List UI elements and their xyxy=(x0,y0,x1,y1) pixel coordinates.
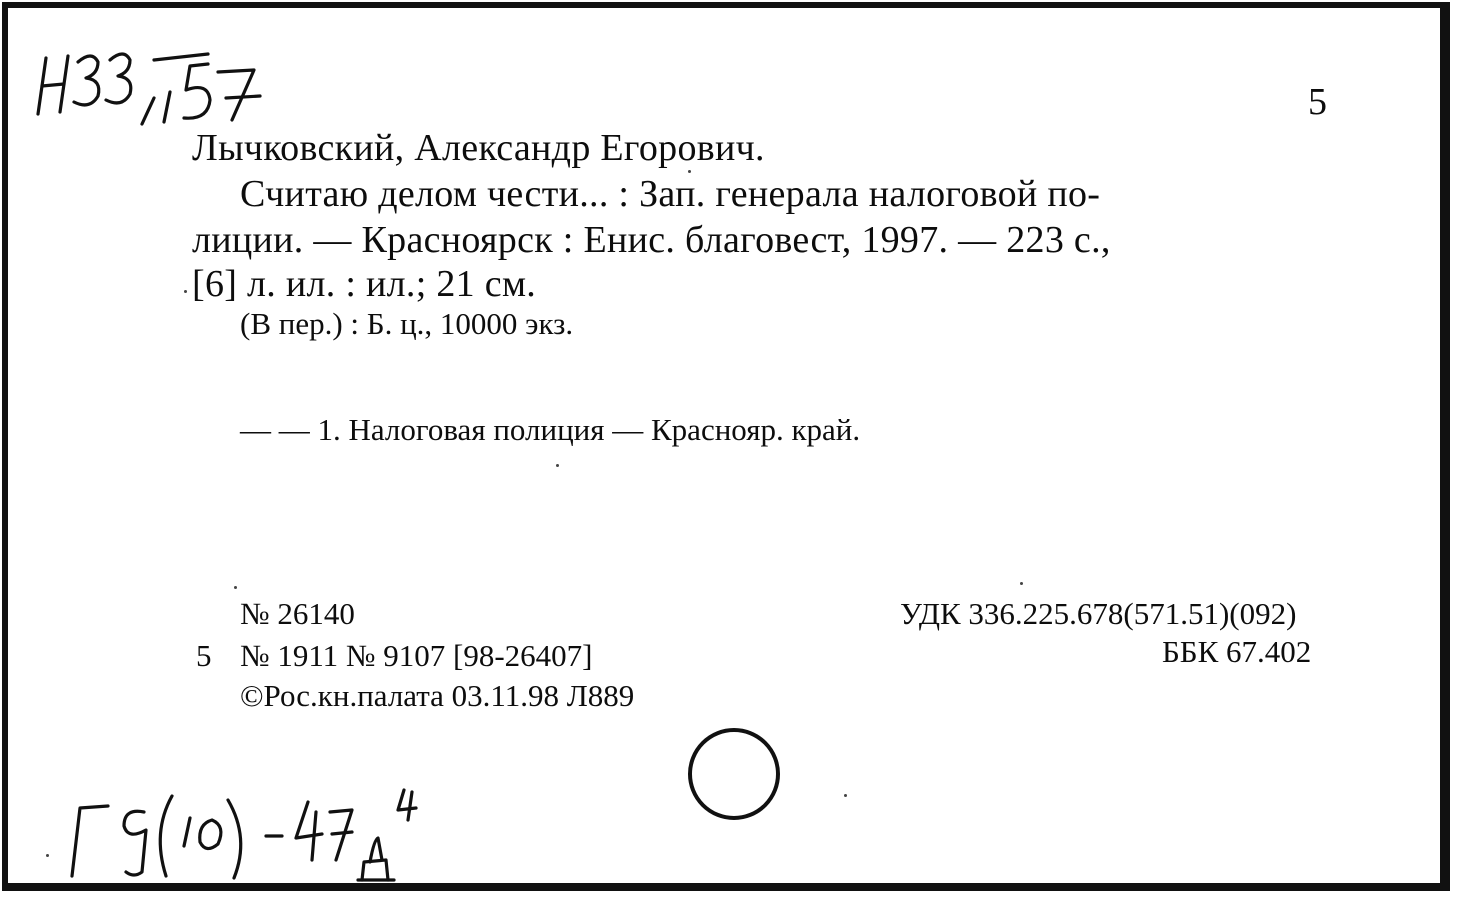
card-hole xyxy=(688,728,780,820)
catalog-card xyxy=(2,2,1450,891)
copies-prefix: 5 xyxy=(196,638,212,673)
copyright-line: ©Рос.кн.палата 03.11.98 Л889 xyxy=(240,678,635,713)
description-line-2: лиции. — Красноярск : Енис. благовест, 1997. — 223 с., xyxy=(192,219,1111,261)
price-line: (В пер.) : Б. ц., 10000 экз. xyxy=(240,306,574,341)
description-line-3: [6] л. ил. : ил.; 21 см. xyxy=(192,263,537,305)
registration-numbers: № 1911 № 9107 [98-26407] xyxy=(240,638,593,673)
record-number: № 26140 xyxy=(240,596,355,631)
page-number: 5 xyxy=(1308,81,1328,123)
description-line-1: Считаю делом чести... : Зап. генерала налоговой по- xyxy=(240,173,1101,215)
subject-heading: — — 1. Налоговая полиция — Краснояр. край. xyxy=(240,412,861,447)
bbk-code: ББК 67.402 xyxy=(1162,634,1312,669)
handwritten-classification-code xyxy=(60,768,460,888)
udk-code: УДК 336.225.678(571.51)(092) xyxy=(900,596,1297,631)
author-heading: Лычковский, Александр Егорович. xyxy=(192,127,765,169)
handwritten-shelf-code xyxy=(32,40,272,130)
